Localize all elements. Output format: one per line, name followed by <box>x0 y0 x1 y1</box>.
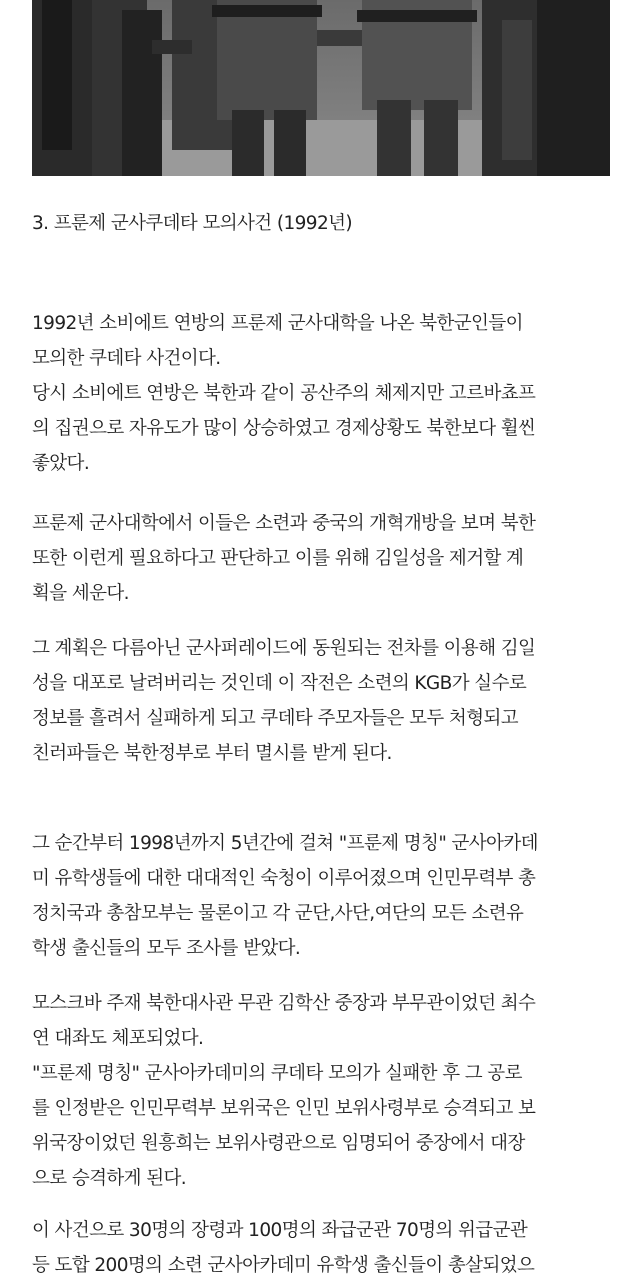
paragraph-line: 으로 승격하게 된다. <box>32 1168 187 1189</box>
paragraph-line: 획을 세운다. <box>32 583 129 604</box>
paragraph-line: 그 순간부터 1998년까지 5년간에 걸쳐 "프룬제 명칭" 군사아카데 <box>32 833 538 854</box>
paragraph-line: 친러파들은 북한정부로 부터 멸시를 받게 된다. <box>32 743 392 764</box>
paragraph-line: 등 도합 200명의 소련 군사아카데미 유학생 출신들이 총살되었으 <box>32 1255 535 1276</box>
paragraph-line: 를 인정받은 인민무력부 보위국은 인민 보위사령부로 승격되고 보 <box>32 1098 536 1119</box>
paragraph-line: 당시 소비에트 연방은 북한과 같이 공산주의 체제지만 고르바쵸프 <box>32 383 536 404</box>
paragraph-line: 의 집권으로 자유도가 많이 상승하였고 경제상황도 북한보다 휠씬 <box>32 418 536 439</box>
paragraph-line: 연 대좌도 체포되었다. <box>32 1028 204 1049</box>
paragraph-1 <box>32 306 622 481</box>
article-heading-text: 3. 프룬제 군사쿠데타 모의사건 (1992년) <box>32 213 353 234</box>
paragraph-5 <box>32 986 622 1196</box>
paragraph-line: 좋았다. <box>32 453 90 474</box>
paragraph-line: 또한 이런게 필요하다고 판단하고 이를 위해 김일성을 제거할 계 <box>32 548 524 569</box>
paragraph-3 <box>32 631 622 771</box>
paragraph-line: 위국장이었던 원흥희는 보위사령관으로 임명되어 중장에서 대장 <box>32 1133 525 1154</box>
paragraph-line: 미 유학생들에 대한 대대적인 숙청이 이루어졌으며 인민무력부 총 <box>32 868 536 889</box>
paragraph-line: 정보를 흘려서 실패하게 되고 쿠데타 주모자들은 모두 처형되고 <box>32 708 519 729</box>
paragraph-2 <box>32 506 622 611</box>
paragraph-line: 1992년 소비에트 연방의 프룬제 군사대학을 나온 북한군인들이 <box>32 313 523 334</box>
paragraph-line: 모의한 쿠데타 사건이다. <box>32 348 221 369</box>
paragraph-line: 그 계획은 다름아닌 군사퍼레이드에 동원되는 전차를 이용해 김일 <box>32 638 536 659</box>
paragraph-line: 성을 대포로 날려버리는 것인데 이 작전은 소련의 KGB가 실수로 <box>32 673 527 694</box>
paragraph-line: 프룬제 군사대학에서 이들은 소련과 중국의 개혁개방을 보며 북한 <box>32 513 536 534</box>
paragraph-line: "프룬제 명칭" 군사아카데미의 쿠데타 모의가 실패한 후 그 공로 <box>32 1063 522 1084</box>
paragraph-line: 정치국과 총참모부는 물론이고 각 군단,사단,여단의 모든 소련유 <box>32 903 524 924</box>
paragraph-line: 이 사건으로 30명의 장령과 100명의 좌급군관 70명의 위급군관 <box>32 1220 528 1241</box>
soldiers-photo <box>32 0 610 176</box>
soldiers-photo-illustration <box>32 0 610 176</box>
paragraph-4 <box>32 826 622 966</box>
article-heading <box>32 206 622 241</box>
paragraph-line: 모스크바 주재 북한대사관 무관 김학산 중장과 부무관이었던 최수 <box>32 993 536 1014</box>
paragraph-line: 학생 출신들의 모두 조사를 받았다. <box>32 938 301 959</box>
paragraph-6 <box>32 1213 622 1283</box>
